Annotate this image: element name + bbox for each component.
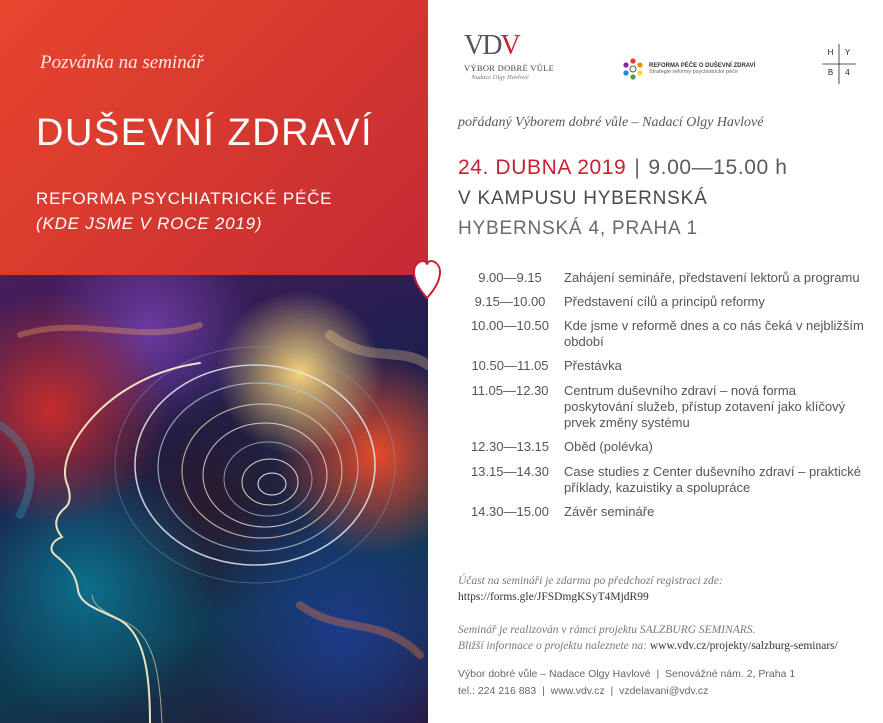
organizer-line: pořádaný Výborem dobré vůle – Nadací Olgy Havlové [458, 115, 764, 130]
hyb4-logo [822, 44, 856, 84]
vdv-logo-mark [464, 30, 536, 62]
schedule-description: Představení cílů a principů reformy [564, 294, 765, 309]
vdv-mark-heart-v: V [500, 30, 519, 61]
title-banner [0, 0, 428, 275]
project-line-1: Seminář je realizován v rámci projektu SALZBURG SEMINARS. [458, 624, 756, 636]
schedule-time: 9.00—9.15 [478, 270, 542, 285]
event-date: 24. DUBNA 2019 [458, 156, 627, 179]
project-info [458, 622, 838, 654]
vdv-mark-letters: VD [464, 30, 501, 61]
schedule-description: Zahájení semináře, představení lektorů a programu [564, 270, 860, 285]
schedule-description: Centrum duševního zdraví – nová forma poskytování služeb, přístup zotavení jako klíčový prvek změny systému [564, 383, 846, 430]
schedule [456, 270, 876, 520]
schedule-row [456, 294, 876, 310]
contact-line-1: Výbor dobré vůle – Nadace Olgy Havlové | Senovážné nám. 2, Praha 1 [458, 668, 796, 680]
people-circle-icon [621, 57, 645, 81]
subtitle-line-1: REFORMA PSYCHIATRICKÉ PÉČE [36, 189, 333, 208]
schedule-row [456, 318, 876, 350]
schedule-description: Oběd (polévka) [564, 439, 653, 454]
date-separator: | [634, 156, 641, 179]
schedule-description: Case studies z Center duševního zdraví – praktické příklady, kazuistiky a spolupráce [564, 464, 861, 495]
reform-logo-title: REFORMA PÉČE O DUŠEVNÍ ZDRAVÍ [649, 63, 756, 69]
event-address: HYBERNSKÁ 4, PRAHA 1 [458, 218, 698, 239]
schedule-time: 9.15—10.00 [474, 294, 546, 309]
subtitle [36, 186, 332, 236]
event-time: 9.00—15.00 h [648, 156, 788, 179]
project-link[interactable]: www.vdv.cz/projekty/salzburg-seminars/ [649, 640, 838, 652]
registration-link[interactable]: https://forms.gle/JFSDmgKSyT4MjdR99 [458, 591, 649, 603]
vdv-logo-subtitle: Nadace Olgy Havlové [471, 74, 529, 81]
reform-logo [621, 57, 755, 81]
reform-logo-subtitle: Strategie reformy psychiatrické péče [649, 69, 738, 75]
hyb-letter-b: B [827, 68, 834, 77]
schedule-time: 12.30—13.15 [470, 439, 550, 454]
vdv-logo [464, 30, 555, 81]
schedule-row [456, 383, 876, 431]
schedule-description: Kde jsme v reformě dnes a co nás čeká v nejbližším období [564, 318, 864, 349]
hyb-letter-4: 4 [845, 68, 850, 77]
invitation-label: Pozvánka na seminář [40, 52, 204, 73]
schedule-row [456, 504, 876, 520]
schedule-time: 10.00—10.50 [470, 318, 550, 333]
registration-text: Účast na semináři je zdarma po předchozí registraci zde: [458, 575, 723, 587]
schedule-row [456, 464, 876, 496]
registration-info [458, 573, 723, 605]
schedule-time: 11.05—12.30 [471, 383, 549, 398]
head-illustration [0, 275, 428, 723]
content-column [428, 0, 883, 723]
schedule-row [456, 439, 876, 455]
page-title: DUŠEVNÍ ZDRAVÍ [36, 112, 374, 154]
schedule-row [456, 358, 876, 374]
contact-info [458, 666, 795, 700]
schedule-time: 14.30—15.00 [470, 504, 550, 519]
hyb-letter-h: H [827, 48, 834, 57]
schedule-description: Přestávka [564, 358, 622, 373]
vdv-logo-name: VÝBOR DOBRÉ VŮLE [464, 63, 555, 73]
project-line-2-prefix: Bližší informace o projektu naleznete na: [458, 640, 647, 652]
event-venue: V KAMPUSU HYBERNSKÁ [458, 188, 708, 209]
contact-line-2: tel.: 224 216 883 | www.vdv.cz | vzdelavani@vdv.cz [458, 685, 709, 697]
event-date-time [458, 156, 788, 180]
schedule-time: 13.15—14.30 [470, 464, 550, 479]
schedule-time: 10.50—11.05 [471, 358, 549, 373]
hyb-letter-y: Y [844, 48, 851, 57]
schedule-description: Závěr semináře [564, 504, 655, 519]
schedule-row [456, 270, 876, 286]
subtitle-line-2: (KDE JSME V ROCE 2019) [36, 214, 263, 233]
logo-bar [428, 0, 883, 100]
